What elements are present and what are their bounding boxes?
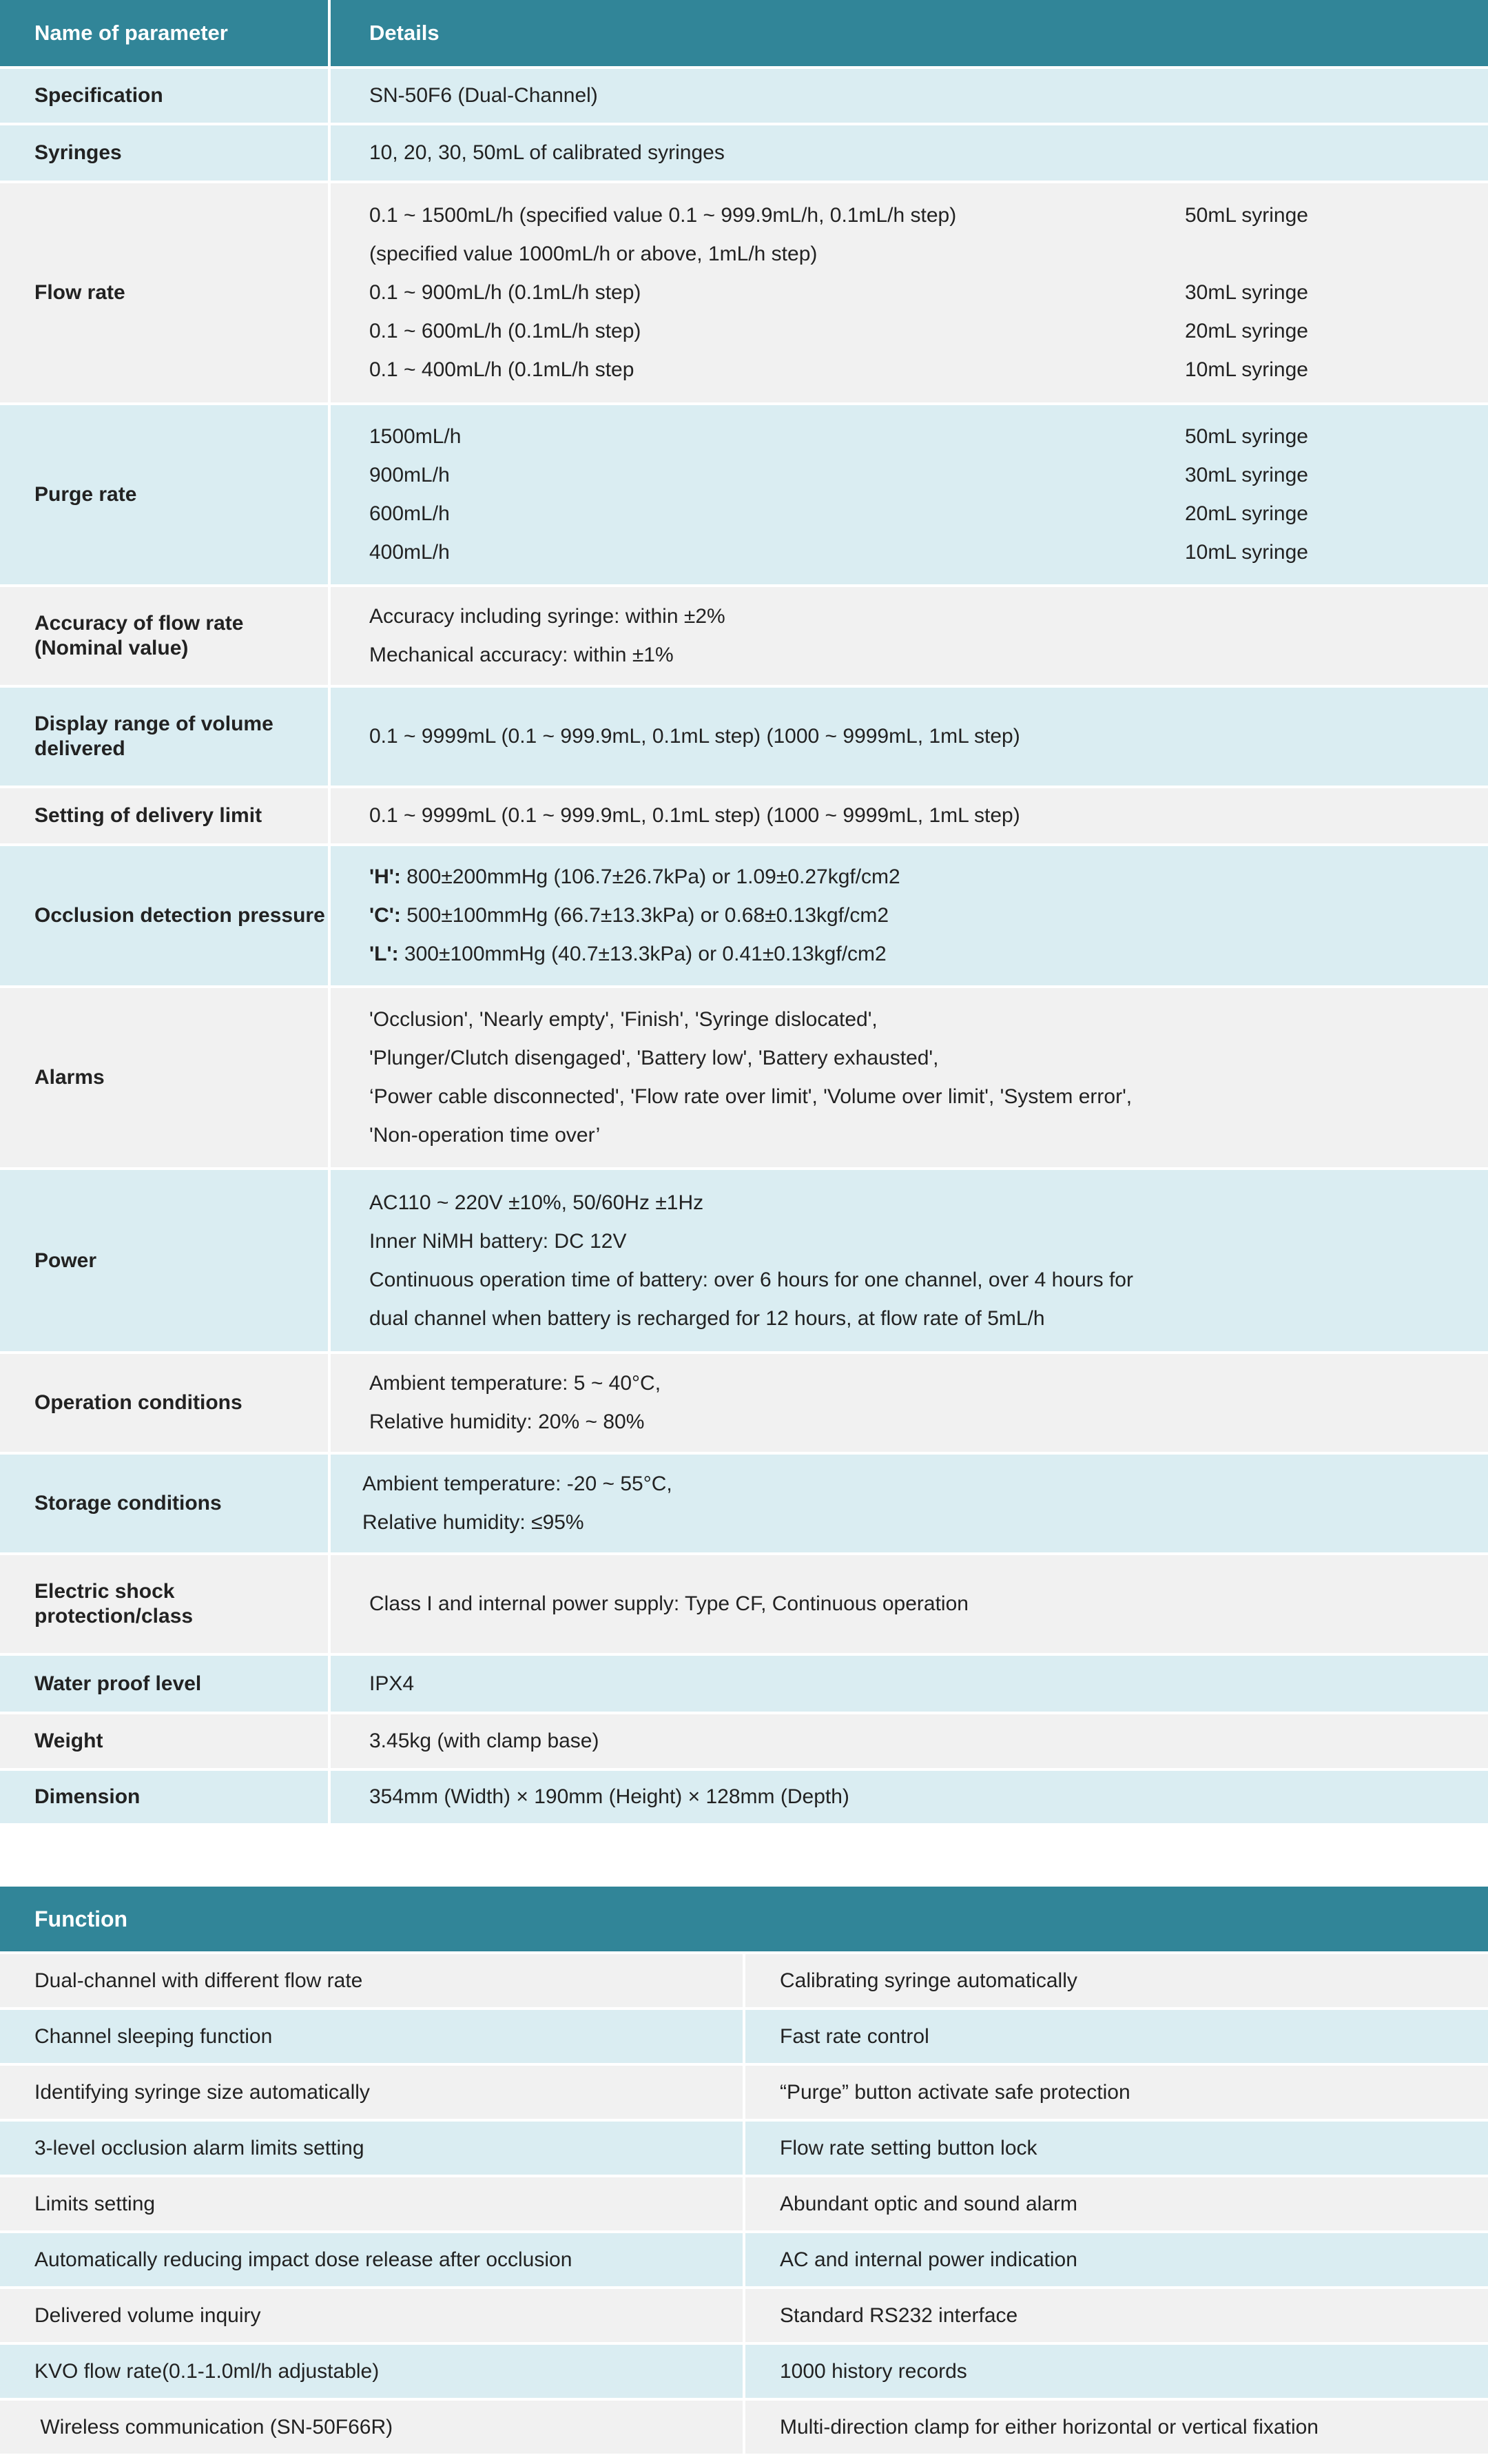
function-row: [0, 2177, 1488, 2233]
function-item: Fast rate control: [780, 2024, 929, 2048]
function-item: Channel sleeping function: [0, 2010, 745, 2063]
detail-line: [369, 1300, 1488, 1338]
parameter-details: [331, 587, 1488, 685]
parameter-details: [331, 1354, 1488, 1452]
spec-row: [0, 788, 1488, 846]
function-row: [0, 2233, 1488, 2289]
detail-line: [369, 717, 1488, 756]
parameter-name: Storage conditions: [0, 1455, 331, 1552]
parameter-details: [331, 846, 1488, 985]
detail-line: [369, 1403, 1488, 1441]
function-row: [0, 1954, 1488, 2010]
function-item: Flow rate setting button lock: [780, 2136, 1037, 2159]
spec-row: [0, 587, 1488, 688]
spec-row: [0, 1771, 1488, 1826]
parameter-details: [331, 183, 1488, 402]
function-item: Standard RS232 interface: [780, 2303, 1018, 2327]
detail-text: 800±200mmHg (106.7±26.7kPa) or 1.09±0.27kgf/cm2: [400, 865, 900, 888]
function-row: [0, 2289, 1488, 2345]
syringe-note: 30mL syringe: [1185, 281, 1308, 304]
parameter-details: [331, 1771, 1488, 1823]
spec-row: [0, 1656, 1488, 1714]
detail-text: 'Occlusion', 'Nearly empty', 'Finish', 'Syringe dislocated',: [369, 1008, 878, 1031]
spec-row: [0, 69, 1488, 125]
detail-text: 3.45kg (with clamp base): [369, 1729, 599, 1752]
detail-line: [369, 235, 1488, 274]
detail-text: 0.1 ~ 400mL/h (0.1mL/h step: [369, 358, 634, 381]
spec-table-header: [0, 0, 1488, 69]
detail-line: [369, 1364, 1488, 1403]
detail-line: [369, 1665, 1488, 1703]
parameter-name: Operation conditions: [0, 1354, 331, 1452]
parameter-name: Flow rate: [0, 183, 331, 402]
spec-row: [0, 1455, 1488, 1555]
level-prefix: 'C':: [369, 904, 401, 927]
detail-text: Relative humidity: ≤95%: [362, 1511, 584, 1534]
function-item: Wireless communication (SN-50F66R): [0, 2401, 745, 2454]
detail-line: [362, 1503, 1488, 1542]
spec-row: [0, 1714, 1488, 1771]
detail-text: IPX4: [369, 1672, 415, 1695]
detail-text: Ambient temperature: 5 ~ 40°C,: [369, 1372, 661, 1395]
spec-row: [0, 846, 1488, 988]
detail-line: [369, 456, 1488, 495]
detail-text: SN-50F6 (Dual-Channel): [369, 84, 598, 107]
header-details: Details: [369, 21, 440, 45]
parameter-details: [331, 1656, 1488, 1712]
parameter-details: [331, 1455, 1488, 1552]
level-prefix: 'L':: [369, 943, 399, 965]
parameter-name: Weight: [0, 1714, 331, 1768]
detail-text: 400mL/h: [369, 541, 450, 564]
detail-line: [369, 312, 1488, 351]
detail-line: [369, 134, 1488, 172]
detail-text: 'Plunger/Clutch disengaged', 'Battery low', 'Battery exhausted',: [369, 1047, 939, 1069]
detail-line: [369, 1078, 1488, 1116]
detail-line: [369, 935, 1488, 974]
detail-line: [369, 896, 1488, 935]
detail-line: [362, 1465, 1488, 1503]
detail-text: (specified value 1000mL/h or above, 1mL/h step): [369, 243, 818, 265]
detail-line: [369, 1722, 1488, 1760]
function-item: AC and internal power indication: [780, 2248, 1077, 2271]
detail-line: [369, 533, 1488, 572]
parameter-name: Syringes: [0, 125, 331, 181]
function-header: Function: [0, 1887, 1488, 1954]
parameter-name: Purge rate: [0, 405, 331, 584]
parameter-name: Specification: [0, 69, 331, 123]
function-row: [0, 2010, 1488, 2066]
function-item: Delivered volume inquiry: [0, 2289, 745, 2342]
function-item: Dual-channel with different flow rate: [0, 1954, 745, 2007]
detail-line: [369, 1222, 1488, 1261]
detail-line: [369, 597, 1488, 636]
detail-text: 'Non-operation time over’: [369, 1124, 601, 1147]
detail-text: 1500mL/h: [369, 425, 462, 448]
parameter-details: [331, 1170, 1488, 1351]
parameter-details: [331, 125, 1488, 181]
detail-text: 0.1 ~ 1500mL/h (specified value 0.1 ~ 999.9mL/h, 0.1mL/h step): [369, 204, 957, 227]
detail-text: 0.1 ~ 600mL/h (0.1mL/h step): [369, 320, 641, 342]
parameter-details: [331, 1714, 1488, 1768]
detail-line: [369, 76, 1488, 115]
syringe-note: 10mL syringe: [1185, 541, 1308, 564]
detail-line: [369, 196, 1488, 235]
level-prefix: 'H':: [369, 865, 401, 888]
spec-row: [0, 125, 1488, 183]
spec-row: [0, 988, 1488, 1170]
spec-row: [0, 1555, 1488, 1656]
detail-line: [369, 636, 1488, 675]
function-item: Calibrating syringe automatically: [780, 1969, 1077, 1992]
spec-row: [0, 688, 1488, 788]
parameter-name: Dimension: [0, 1771, 331, 1823]
detail-line: [369, 797, 1488, 835]
function-row: [0, 2122, 1488, 2177]
function-row: [0, 2401, 1488, 2456]
function-item: Abundant optic and sound alarm: [780, 2192, 1077, 2215]
detail-text: 600mL/h: [369, 502, 450, 525]
syringe-note: 10mL syringe: [1185, 358, 1308, 381]
detail-text: Relative humidity: 20% ~ 80%: [369, 1410, 645, 1433]
parameter-name: Accuracy of flow rate (Nominal value): [0, 587, 331, 685]
syringe-note: 50mL syringe: [1185, 204, 1308, 227]
detail-text: Inner NiMH battery: DC 12V: [369, 1229, 627, 1253]
detail-text: 900mL/h: [369, 464, 450, 486]
detail-line: [369, 858, 1488, 896]
detail-line: [369, 1585, 1488, 1623]
parameter-name: Power: [0, 1170, 331, 1351]
detail-text: Class I and internal power supply: Type CF, Continuous operation: [369, 1592, 969, 1615]
function-item: Automatically reducing impact dose release after occlusion: [0, 2233, 745, 2286]
function-item: Multi-direction clamp for either horizontal or vertical fixation: [780, 2415, 1319, 2439]
detail-line: [369, 1184, 1488, 1222]
function-table: [0, 1887, 1488, 2456]
detail-text: Continuous operation time of battery: over 6 hours for one channel, over 4 hours for: [369, 1268, 1133, 1291]
function-row: [0, 2066, 1488, 2122]
syringe-note: 30mL syringe: [1185, 464, 1308, 486]
detail-text: 500±100mmHg (66.7±13.3kPa) or 0.68±0.13kgf/cm2: [400, 904, 889, 927]
parameter-name: Setting of delivery limit: [0, 788, 331, 843]
detail-text: 0.1 ~ 9999mL (0.1 ~ 999.9mL, 0.1mL step) (1000 ~ 9999mL, 1mL step): [369, 804, 1020, 827]
function-item: 3-level occlusion alarm limits setting: [0, 2122, 745, 2175]
parameter-name: Water proof level: [0, 1656, 331, 1712]
parameter-name: Occlusion detection pressure: [0, 846, 331, 985]
parameter-name: Display range of volume delivered: [0, 688, 331, 786]
detail-text: 0.1 ~ 9999mL (0.1 ~ 999.9mL, 0.1mL step) (1000 ~ 9999mL, 1mL step): [369, 725, 1020, 748]
parameter-name: Alarms: [0, 988, 331, 1167]
header-name-of-parameter: Name of parameter: [0, 0, 331, 66]
parameter-details: [331, 788, 1488, 843]
function-item: KVO flow rate(0.1-1.0ml/h adjustable): [0, 2345, 745, 2398]
spec-row: [0, 1354, 1488, 1455]
parameter-details: [331, 688, 1488, 786]
detail-text: Mechanical accuracy: within ±1%: [369, 644, 674, 666]
detail-line: [369, 418, 1488, 456]
parameter-details: [331, 405, 1488, 584]
function-item: “Purge” button activate safe protection: [780, 2080, 1130, 2104]
function-row: [0, 2345, 1488, 2401]
detail-text: 0.1 ~ 900mL/h (0.1mL/h step): [369, 281, 641, 304]
function-item: Limits setting: [0, 2177, 745, 2230]
syringe-note: 20mL syringe: [1185, 502, 1308, 525]
detail-line: [369, 1116, 1488, 1155]
detail-text: Ambient temperature: -20 ~ 55°C,: [362, 1472, 672, 1495]
spec-row: [0, 1170, 1488, 1354]
detail-line: [369, 1778, 1488, 1816]
detail-text: ‘Power cable disconnected', 'Flow rate over limit', 'Volume over limit', 'System error',: [369, 1085, 1133, 1108]
parameter-details: [331, 988, 1488, 1167]
detail-text: Accuracy including syringe: within ±2%: [369, 605, 725, 628]
detail-text: AC110 ~ 220V ±10%, 50/60Hz ±1Hz: [369, 1191, 704, 1214]
detail-text: 10, 20, 30, 50mL of calibrated syringes: [369, 141, 725, 164]
detail-line: [369, 1000, 1488, 1039]
detail-line: [369, 351, 1488, 389]
syringe-note: 50mL syringe: [1185, 425, 1308, 448]
detail-line: [369, 1039, 1488, 1078]
detail-text: 354mm (Width) × 190mm (Height) × 128mm (Depth): [369, 1785, 849, 1808]
syringe-note: 20mL syringe: [1185, 320, 1308, 342]
detail-text: 300±100mmHg (40.7±13.3kPa) or 0.41±0.13kgf/cm2: [398, 943, 887, 965]
spec-row: [0, 183, 1488, 405]
function-item: Identifying syringe size automatically: [0, 2066, 745, 2119]
detail-text: dual channel when battery is recharged for 12 hours, at flow rate of 5mL/h: [369, 1306, 1045, 1330]
parameter-details: [331, 1555, 1488, 1653]
parameter-details: [331, 69, 1488, 123]
parameter-name: Electric shock protection/class: [0, 1555, 331, 1653]
detail-line: [369, 495, 1488, 533]
detail-line: [369, 1261, 1488, 1300]
detail-line: [369, 274, 1488, 312]
spec-row: [0, 405, 1488, 587]
function-item: 1000 history records: [780, 2359, 967, 2383]
